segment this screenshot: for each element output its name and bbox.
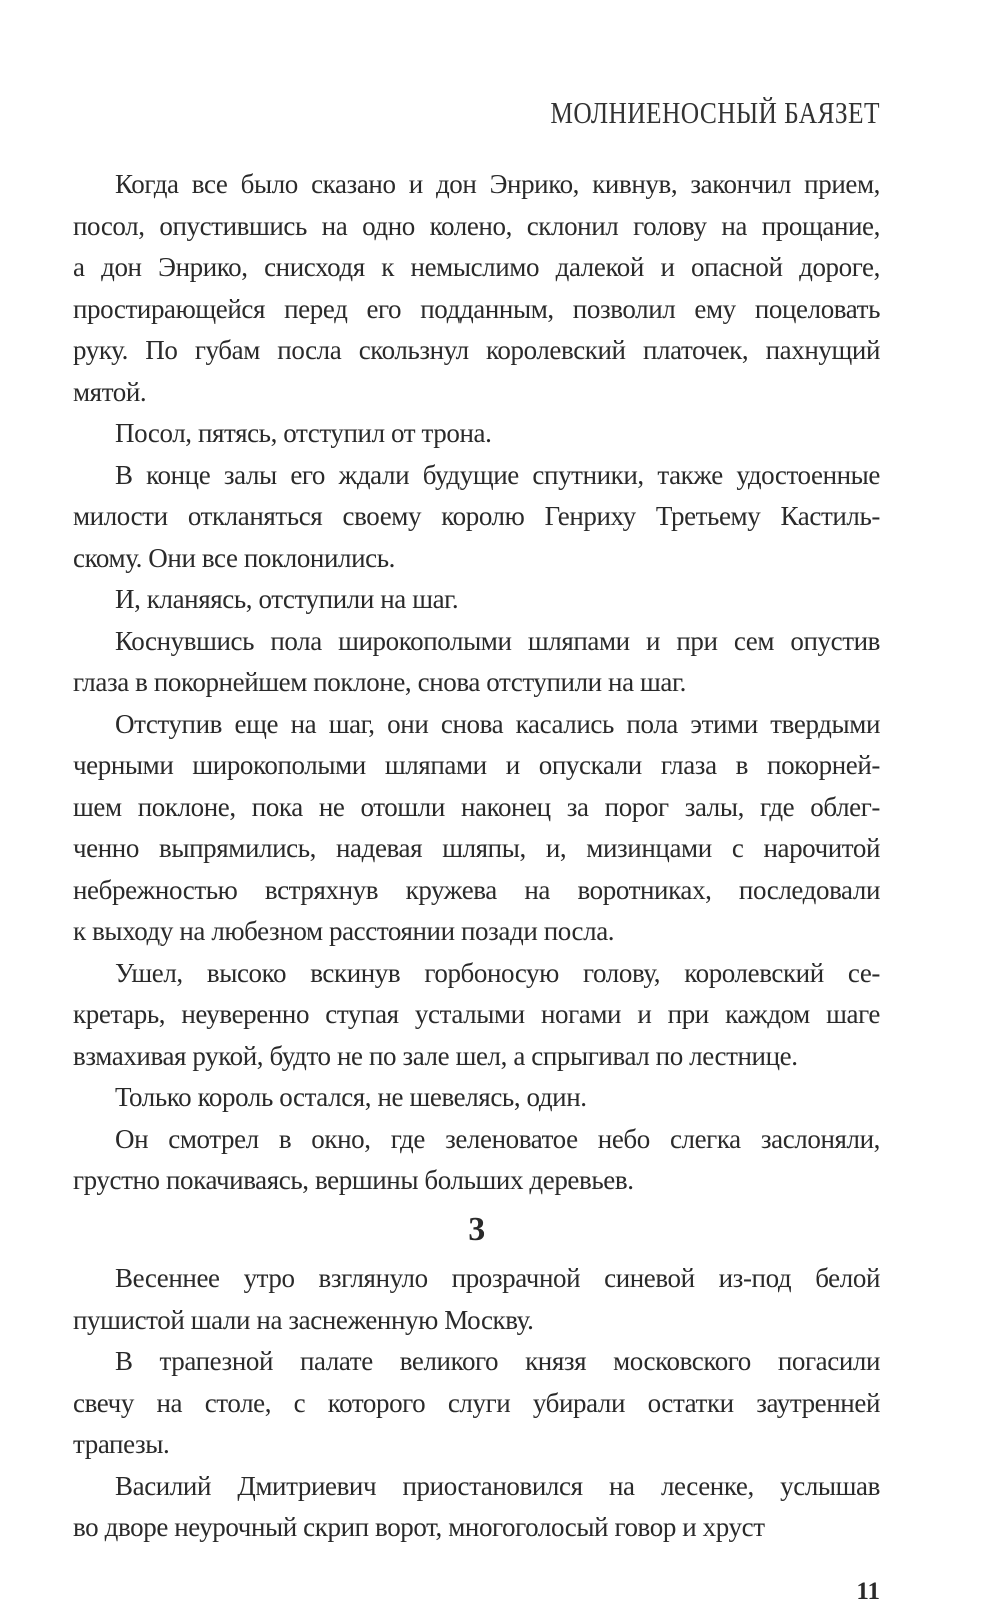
text-line: Коснувшись пола широкополыми шляпами и при сем опустив (115, 625, 880, 656)
paragraph (73, 1258, 880, 1341)
text-line: милости откланяться своему королю Генриху Третьему Кастиль- (73, 501, 880, 531)
text-line: глаза в покорнейшем поклоне, снова отступили на шаг. (73, 667, 686, 697)
text-line: пушистой шали на заснеженную Москву. (73, 1304, 534, 1335)
paragraph (73, 164, 880, 413)
text-line: ченно выпрямились, надевая шляпы, и, мизинцами с нарочитой (73, 833, 880, 863)
section-1 (73, 164, 880, 1202)
text-line: свечу на столе, с которого слуги убирали остатки заутренней (73, 1387, 880, 1418)
text-line: скому. Они все поклонились. (73, 542, 395, 573)
text-line: мятой. (73, 376, 147, 407)
page-number: 11 (856, 1577, 880, 1605)
text-line: во дворе неурочный скрип ворот, многоголосый говор и хруст (73, 1512, 765, 1542)
paragraph (73, 1077, 880, 1119)
text-line: к выходу на любезном расстоянии позади посла. (73, 916, 615, 946)
text-line: Он смотрел в окно, где зеленоватое небо слегка заслоняли, (115, 1123, 880, 1154)
text-line: небрежностью встряхнув кружева на воротниках, последовали (73, 874, 880, 905)
chapter-number: 3 (468, 1210, 485, 1248)
paragraph (73, 621, 880, 704)
paragraph (73, 1119, 880, 1202)
text-line: Отступив еще на шаг, они снова касались пола этими твердыми (115, 708, 880, 739)
paragraph (73, 704, 880, 953)
text-line: кретарь, неуверенно ступая усталыми ногами и при каждом шаге (73, 999, 880, 1029)
page-body (73, 164, 880, 1607)
paragraph (73, 413, 880, 455)
paragraph (73, 455, 880, 580)
text-line: посол, опустившись на одно колено, склонил голову на прощание, (73, 210, 880, 241)
text-line: Посол, пятясь, отступил от трона. (115, 418, 492, 448)
text-line: взмахивая рукой, будто не по зале шел, а спрыгивал по лестнице. (73, 1040, 798, 1071)
text-line: Только король остался, не шевелясь, один. (115, 1082, 587, 1112)
paragraph (73, 1466, 880, 1549)
text-line: Весеннее утро взглянуло прозрачной синевой из-под белой (115, 1263, 880, 1293)
paragraph (73, 953, 880, 1078)
text-line: Ушел, высоко вскинув горбоносую голову, королевский се- (115, 957, 880, 988)
text-line: грустно покачиваясь, вершины больших деревьев. (73, 1165, 634, 1195)
text-line: Василий Дмитриевич приостановился на лесенке, услышав (115, 1470, 880, 1501)
text-line: руку. По губам посла скользнул королевский платочек, пахнущий (73, 335, 880, 365)
text-line: а дон Энрико, снисходя к немыслимо далекой и опасной дороге, (73, 252, 880, 282)
running-head: МОЛНИЕНОСНЫЙ БАЯЗЕТ (550, 95, 880, 130)
text-line: В конце залы его ждали будущие спутники, также удостоенные (115, 459, 880, 490)
paragraph (73, 1341, 880, 1466)
section-2 (73, 1258, 880, 1549)
text-line: черными широкополыми шляпами и опускали глаза в покорней- (73, 750, 880, 780)
text-line: В трапезной палате великого князя московского погасили (115, 1346, 880, 1376)
text-line: И, кланяясь, отступили на шаг. (115, 584, 459, 614)
paragraph (73, 579, 880, 621)
text-line: шем поклоне, пока не отошли наконец за порог залы, где облег- (73, 791, 880, 822)
text-line: простирающейся перед его подданным, позволил ему поцеловать (73, 293, 880, 324)
text-line: Когда все было сказано и дон Энрико, кивнув, закончил прием, (115, 169, 880, 199)
text-line: трапезы. (73, 1429, 170, 1459)
